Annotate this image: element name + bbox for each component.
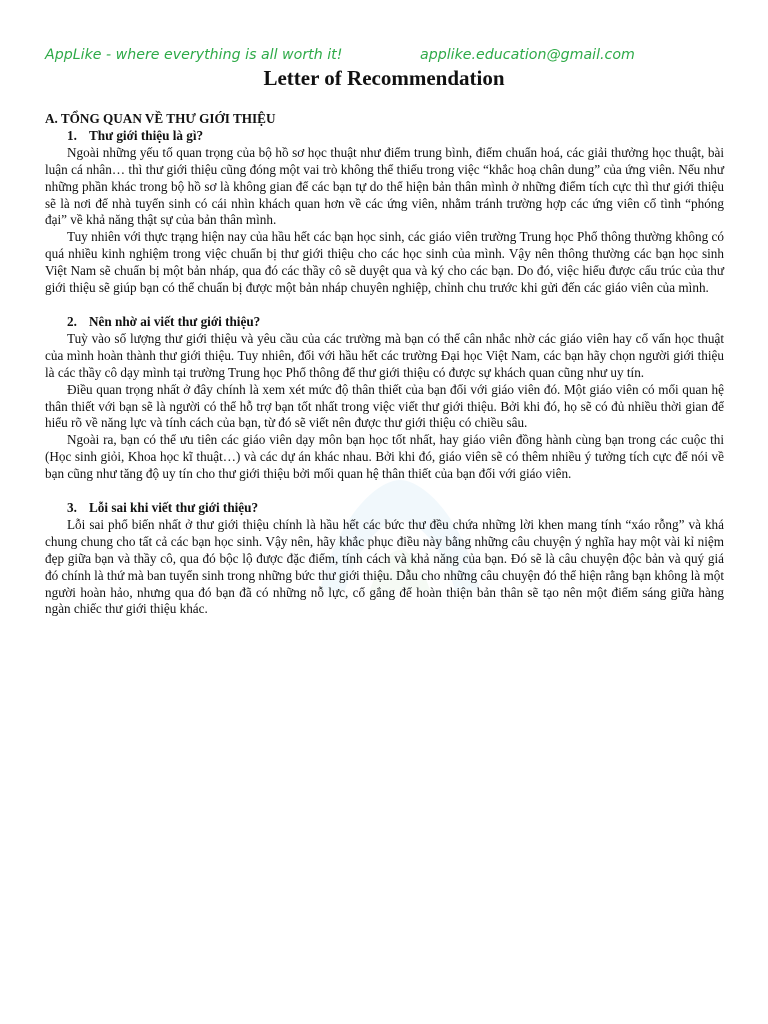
item-3-heading xyxy=(45,500,724,517)
item-1-heading xyxy=(45,128,724,145)
document-body xyxy=(45,111,724,618)
spacer xyxy=(45,483,724,500)
item-2-paragraph-2: Điều quan trọng nhất ở đây chính là xem xét mức độ thân thiết của bạn đối với giáo viên đó. Một giáo viên có mối quan hệ thân thiết với bạn sẽ là người có thể hỗ trợ bạn tốt nhất trong việc viết thư giới thiệu. Bởi khi đó, họ sẽ có đủ nhiều thời gian để hiểu rõ về năng lực và tính cách của bạn, từ đó sẽ viết nên được thư giới thiệu có chiều sâu. xyxy=(45,381,724,431)
section-a-heading: A. TỔNG QUAN VỀ THƯ GIỚI THIỆU xyxy=(45,111,276,126)
item-3-title: Lỗi sai khi viết thư giới thiệu? xyxy=(89,500,259,516)
header-email: applike.education@gmail.com xyxy=(420,47,635,63)
item-2-number: 2. xyxy=(67,313,77,329)
item-1-paragraph-1: Ngoài những yếu tố quan trọng của bộ hồ sơ học thuật như điểm trung bình, điểm chuẩn hoá, các giải thưởng học thuật, bài luận cá nhân… thì thư giới thiệu cũng đóng một vai trò không thể thiếu trong việc “khắc hoạ chân dung” của ứng viên. Nếu như những phần khác trong bộ hồ sơ là không gian để các bạn tự do thể hiện bản thân mình ở những điểm tích cực thì thư giới thiệu sẽ là nơi để nhà tuyển sinh có cái nhìn khách quan hơn về các ứng viên, nhằm tránh trường hợp các ứng viên cố tình “phóng đại” về khả năng thật sự của bản thân mình. xyxy=(45,144,724,228)
document-title: Letter of Recommendation xyxy=(263,66,505,90)
header-slogan: AppLike - where everything is all worth it! xyxy=(45,47,343,63)
spacer xyxy=(45,297,724,314)
item-2-paragraph-3: Ngoài ra, bạn có thể ưu tiên các giáo viên dạy môn bạn học tốt nhất, hay giáo viên đồng hành cùng bạn trong các cuộc thi (Học sinh giỏi, Khoa học kĩ thuật…) và các dự án khác nhau. Bởi khi đó, giáo viên sẽ có thêm nhiều ý tưởng tích cực để nói về bạn cũng như tăng độ uy tín cho thư giới thiệu bởi mối quan hệ thân thiết của bạn đối với giáo viên. xyxy=(45,432,724,482)
item-2-paragraph-1: Tuỳ vào số lượng thư giới thiệu và yêu cầu của các trường mà bạn có thể cân nhắc nhờ các giáo viên hay cố vấn học thuật của mình hoàn thành thư giới thiệu. Tuy nhiên, đối với hầu hết các trường Đại học Việt Nam, các bạn hãy chọn người giới thiệu là các thầy cô dạy mình tại trường Trung học Phổ thông để thư giới thiệu có được sự khách quan cũng như uy tín. xyxy=(45,330,724,380)
item-1-paragraph-2: Tuy nhiên với thực trạng hiện nay của hầu hết các bạn học sinh, các giáo viên trường Trung học Phổ thông thường không có quá nhiều kinh nghiệm trong việc chuẩn bị thư giới thiệu cho các học sinh của mình. Vậy nên thông thường các bạn học sinh Việt Nam sẽ chuẩn bị một bản nháp, qua đó các thầy cô sẽ duyệt qua và ký cho các bạn. Do đó, việc hiểu được cấu trúc của thư giới thiệu sẽ giúp bạn có thể chuẩn bị được một bản nháp chuyên nghiệp, chỉnh chu trước khi gửi đến các giáo viên của mình. xyxy=(45,229,724,296)
item-3-paragraph-1: Lỗi sai phổ biến nhất ở thư giới thiệu chính là hầu hết các bức thư đều chứa những lời khen mang tính “xáo rỗng” và khá chung chung cho tất cả các bạn học sinh. Vậy nên, hãy khắc phục điều này bằng những câu chuyện ý nghĩa hay một vài kỉ niệm đẹp giữa bạn và thầy cô, qua đó bộc lộ được đặc điểm, tính cách và khả năng của bạn. Đó sẽ là câu chuyện độc bản và quý giá đó chính là thứ mà ban tuyển sinh trong những bức thư giới thiệu. Dẫu cho những câu chuyện đó thể hiện rằng bạn không là một người hoàn hảo, nhưng qua đó bạn đã có những nỗ lực, cố gắng để hoàn thiện bản thân sẽ tạo nên một điểm sáng giữa hàng ngàn chiếc thư giới thiệu khác. xyxy=(45,516,724,617)
item-1-number: 1. xyxy=(67,127,77,143)
item-1-title: Thư giới thiệu là gì? xyxy=(89,127,204,143)
item-3-number: 3. xyxy=(67,500,77,516)
item-2-title: Nên nhờ ai viết thư giới thiệu? xyxy=(89,313,261,329)
item-2-heading xyxy=(45,314,724,331)
